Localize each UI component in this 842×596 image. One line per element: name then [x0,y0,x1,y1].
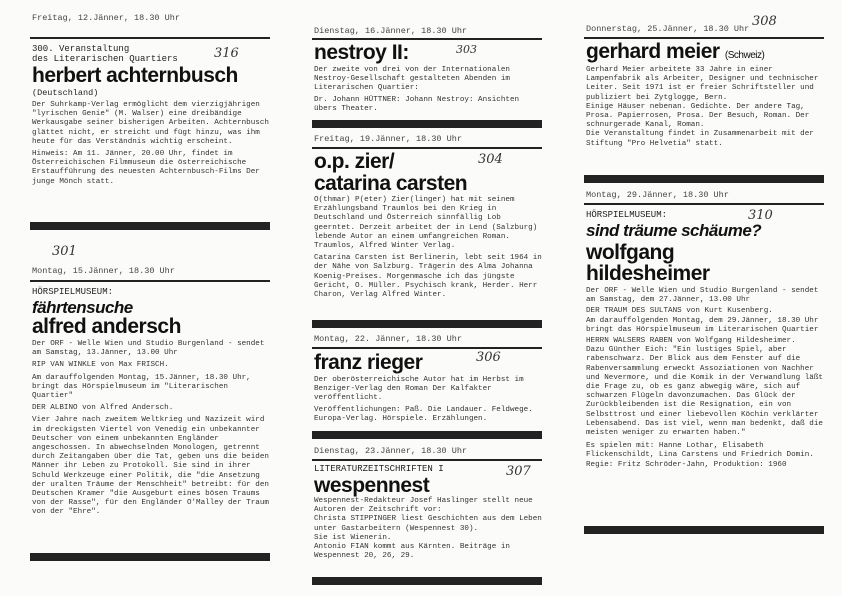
divider-bar [312,120,542,128]
event-title: herbert achternbusch [32,64,238,87]
divider-bar [584,175,824,183]
event-description [32,101,270,187]
event-date: Dienstag, 16.Jänner, 18.30 Uhr [314,26,468,36]
event-date: Montag, 29.Jänner, 18.30 Uhr [586,190,729,200]
paragraph: Vier Jahre nach zweitem Weltkrieg und Nazizeit wird im dreckigsten Viertel von Venedig ein unbekannter Deutscher von einem unbekannten Engländer angeschossen. In abwechselnden Monologen, getrennt durch Zeitangaben über die Tat, geben uns die beiden Männer ihr Leben zu Protokoll. Sie sind in ihrer Schuld Werkzeuge einer Politik, die "die Ansetzung der uralten Träume der Menschheit" betreibt: für den Deutschen Kramer "die Ausgeburt eines bösen Traums von der Rasse", für den Engländer O'Malley der Traum von der "Ehre". [32,416,269,517]
event-label: HÖRSPIELMUSEUM: [32,287,114,297]
event-subtitle: fährtensuche [32,298,133,317]
event-date: Freitag, 12.Jänner, 18.30 Uhr [32,13,180,23]
paragraph: RIP VAN WINKLE von Max FRISCH. [32,361,169,370]
event-title: alfred andersch [32,315,181,338]
event-description [314,376,542,424]
event-date: Dienstag, 23.Jänner, 18.30 Uhr [314,446,468,456]
divider-bar [312,320,542,328]
divider-bar [312,577,542,585]
event-description [314,497,542,561]
event-title: o.p. zier/ [314,150,395,173]
event-title [586,42,764,66]
divider [312,38,542,40]
handwritten-number: 306 [476,350,501,365]
event-title: franz rieger [314,351,423,374]
divider [312,147,542,149]
event-description [314,196,542,300]
event-title: wolfgang [586,241,675,264]
event-label: des Literarischen Quartiers [32,54,178,64]
paragraph: DER ALBINO von Alfred Andersch. [32,404,174,413]
event-title: wespennest [314,474,430,497]
divider [30,280,270,282]
divider [584,37,824,39]
paragraph: Am darauffolgenden Montag, 15.Jänner, 18.30 Uhr, bringt das Hörspielmuseum im "Literarischen Quartier" [32,373,251,401]
event-country: (Deutschland) [32,88,99,98]
event-description [586,287,824,470]
event-label: 300. Veranstaltung [32,44,130,54]
event-date: Montag, 15.Jänner, 18.30 Uhr [32,266,175,276]
paragraph: DER TRAUM DES SULTANS von Kurt Kusenberg. [586,307,773,316]
paragraph: Am darauffolgenden Montag, dem 29.Jänner, 18.30 Uhr bringt das Hörspielmuseum im Literarischen Quartier [586,316,819,334]
paragraph: Einige Häuser nebenan. Gedichte. Der andere Tag, Prosa. Papierrosen, Prosa. Der Besuch, Roman. Der schnurgerade Kanal, Roman. [586,102,810,130]
divider [584,203,824,205]
handwritten-number: 304 [478,152,503,167]
event-title: hildesheimer [586,262,710,285]
title-text: gerhard meier [586,40,720,63]
paragraph: Der oberösterreichische Autor hat im Herbst im Benziger-Verlag den Roman Der Kalfakter veröffentlicht. [314,376,524,403]
paragraph: Der Suhrkamp-Verlag ermöglicht dem vierzigjährigen "lyrischen Genie" (M. Walser) eine dreibändige Werkausgabe seiner bisherigen Arbeiten. Achternbusch glättet nicht, er streicht und fügt hinzu, was ihm heute für das Verständnis wichtig erscheint. [32,101,269,146]
handwritten-number: 307 [506,464,531,479]
divider [312,459,542,461]
paragraph: O(thmar) P(eter) Zier(linger) hat mit seinem Erzählungsband Traumlos bei den Krieg in Deutschland und Österreich sinnfällig Lob geerntet. Derzeit arbeitet der in Lend (Salzburg) lebende Autor an einem umfangreichen Roman. Traumlos, Alfred Winter Verlag. [314,196,538,251]
paragraph: Der zweite von drei von der Internationalen Nestroy-Gesellschaft gestalteten Abenden im Literarischen Quartier: [314,66,510,93]
event-description [314,66,542,114]
event-title: nestroy II: [314,41,409,64]
divider-bar [30,553,270,561]
event-title: catarina carsten [314,172,468,195]
paragraph: Hinweis: Am 11. Jänner, 20.00 Uhr, findet im Österreichischen Filmmuseum die österreichische Erstaufführung des neuesten Achternbusch-Films Der junge Mönch statt. [32,150,260,186]
divider [30,37,270,39]
paragraph: Dr. Johann HÜTTNER: Johann Nestroy: Ansichten übers Theater. [314,95,520,113]
event-date: Montag, 22. Jänner, 18.30 Uhr [314,334,462,344]
paragraph: Veröffentlichungen: Paß. Die Landauer. Feldwege. Europa-Verlag. Hörspiele. Erzählungen. [314,405,533,423]
paragraph: Gerhard Meier arbeitete 33 Jahre in einer Lampenfabrik als Arbeiter, Designer und technischer Leiter. Seit 1971 ist er freier Schriftsteller und publiziert bei Zytglogge, Bern. [586,66,819,102]
divider-bar [312,431,542,439]
event-country: (Schweiz) [724,50,765,61]
event-label: LITERATURZEITSCHRIFTEN I [314,464,444,474]
paragraph: Der ORF - Welle Wien und Studio Burgenland - sendet am Samstag, 13.Jänner, 13.00 Uhr [32,340,265,358]
event-description [32,340,270,518]
divider-bar [584,526,824,534]
handwritten-number: 301 [52,244,77,259]
handwritten-number: 308 [752,14,777,29]
divider [312,347,542,349]
event-description [586,66,824,149]
handwritten-number: 316 [214,46,239,61]
paragraph: Es spielen mit: Hanne Lothar, Elisabeth Flickenschildt, Lina Carstens und Friedrich Domin. Regie: Fritz Schröder-Jahn, Produktion: 1960 [586,442,814,469]
handwritten-number: 310 [748,208,773,223]
event-date: Donnerstag, 25.Jänner, 18.30 Uhr [586,24,750,34]
paragraph: Der ORF - Welle Wien und Studio Burgenland - sendet am Samstag, dem 27.Jänner, 13.00 Uhr [586,287,819,305]
paragraph: Dazu Günther Eich: "Ein lustiges Spiel, aber rabenschwarz. Der Blick aus dem Fenster auf die Rabenversammlung erweckt Assoziationen von Nachher und Nevermore, und die Komik in der Verwandlung läßt die Frage zu, ob es ganz abwegig wäre, sich auf schwarzen Flügeln davonzumachen. Das Glück der Zurückbleibenden ist die Resignation, ein von Selbsttrost und einer liebevollen Köchin verklärter Lebensabend. Das ist viel, wenn man bedenkt, daß die meisten weniger zu erwarten haben." [586,346,823,438]
paragraph: Catarina Carsten ist Berlinerin, lebt seit 1964 in der Nähe von Salzburg. Trägerin des Alma Johanna Koenig-Preises. Morgenmasche ich das jüngste Gericht, O. Müller. Psychisch krank, Herder. Herr Charon, Verlag Alfred Winter. [314,254,542,300]
handwritten-number: 303 [456,43,477,56]
paragraph: Sie ist Wienerin. [314,533,392,542]
paragraph: Wespennest-Redakteur Josef Haslinger stellt neue Autoren der Zeitschrift vor: [314,497,533,515]
event-date: Freitag, 19.Jänner, 18.30 Uhr [314,134,462,144]
paragraph: Antonio FIAN kommt aus Kärnten. Beiträge in Wespennest 20, 26, 29. [314,543,510,561]
divider-bar [30,222,270,230]
paragraph: Die Veranstaltung findet in Zusammenarbeit mit der Stiftung "Pro Helvetia" statt. [586,130,814,148]
paragraph: HERRN WALSERS RABEN von Wolfgang Hildesheimer. [586,337,796,346]
event-subtitle: sind träume schäume? [586,221,762,240]
event-label: HÖRSPIELMUSEUM: [586,210,668,220]
paragraph: Christa STIPPINGER liest Geschichten aus dem Leben unter Gastarbeitern (Wespennest 30). [314,515,542,533]
